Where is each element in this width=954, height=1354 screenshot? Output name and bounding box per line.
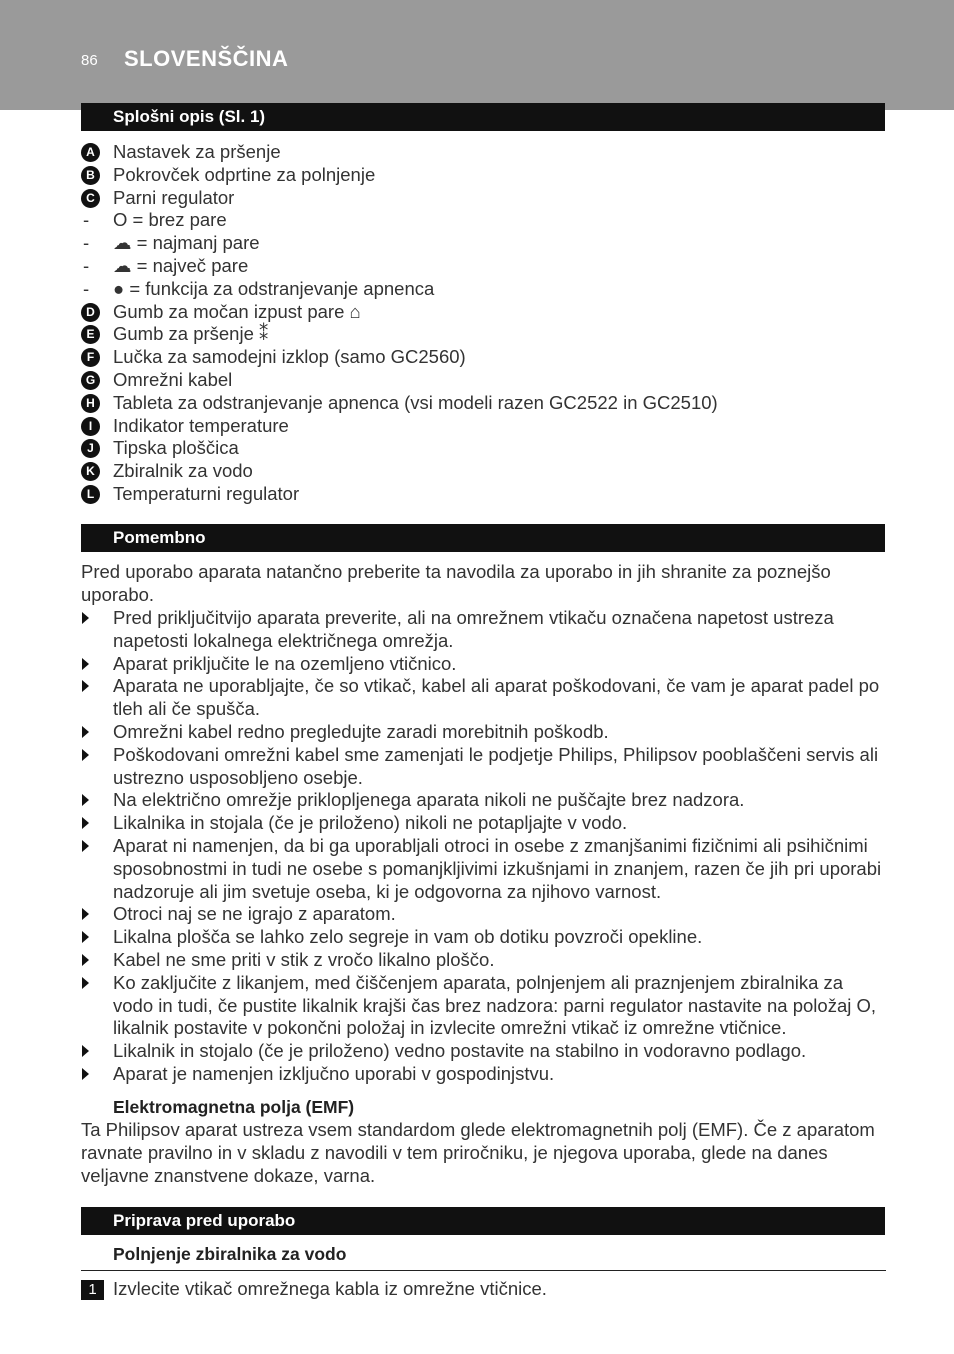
part-badge: H xyxy=(81,394,100,413)
part-badge: E xyxy=(81,325,100,344)
page-number: 86 xyxy=(81,52,98,69)
bullet-text: Ko zaključite z likanjem, med čiščenjem aparata, polnjenjem ali praznjenjem zbiralnika za vodo in tudi, če pustite likalnik krajši čas brez nadzora: parni regulator nastavite na položaj O, likalnik postavite v pokončni položaj in izvlecite omrežni vtikač iz omrežne vtičnice. xyxy=(113,971,877,1039)
bullet-marker-icon xyxy=(82,840,89,852)
bullet-text: Likalnik in stojalo (če je priloženo) vedno postavite na stabilno in vodoravno podlago. xyxy=(113,1040,807,1062)
bullet-item xyxy=(81,926,887,949)
bullet-text: Aparata ne uporabljajte, če so vtikač, kabel ali aparat poškodovani, če vam je aparat padel po tleh ali če spušča. xyxy=(113,675,880,720)
step-text: Izvlecite vtikač omrežnega kabla iz omrežne vtičnice. xyxy=(113,1278,547,1299)
bullet-text: Otroci naj se ne igrajo z aparatom. xyxy=(113,903,396,925)
part-badge: F xyxy=(81,348,100,367)
fill-tank-heading: Polnjenje zbiralnika za vodo xyxy=(113,1244,347,1264)
part-item xyxy=(81,369,891,392)
part-label: Omrežni kabel xyxy=(113,368,233,390)
bullet-text: Aparat je namenjen izključno uporabi v gospodinjstvu. xyxy=(113,1062,555,1084)
max-steam-icon: ☁ xyxy=(113,254,132,276)
bullet-marker-icon xyxy=(82,954,89,966)
language-title: SLOVENŠČINA xyxy=(124,46,289,71)
setting-label: = funkcija za odstranjevanje apnenca xyxy=(124,277,435,299)
part-label: Gumb za močan izpust pare xyxy=(113,300,345,322)
section-general-description: Splošni opis (Sl. 1) xyxy=(81,103,885,131)
part-badge: K xyxy=(81,462,100,481)
part-label: Parni regulator xyxy=(113,186,235,208)
safety-bullets xyxy=(81,607,887,1086)
part-item xyxy=(81,301,891,324)
bullet-text: Omrežni kabel redno pregledujte zaradi morebitnih poškodb. xyxy=(113,720,609,742)
steam-setting-item xyxy=(81,255,891,278)
part-badge: L xyxy=(81,485,100,504)
part-badge: A xyxy=(81,143,100,162)
bullet-item xyxy=(81,653,887,676)
part-item xyxy=(81,460,891,483)
part-badge: C xyxy=(81,189,100,208)
dash: - xyxy=(83,277,90,299)
bullet-text: Likalnika in stojala (če je priloženo) nikoli ne potapljajte v vodo. xyxy=(113,812,628,834)
steam-setting-item xyxy=(81,278,891,301)
steam-setting-item xyxy=(81,232,891,255)
emf-text: Ta Philipsov aparat ustreza vsem standardom glede elektromagnetnih polj (EMF). Če z aparatom ravnate pravilno in v skladu z navodili v tem priročniku, je njegova uporaba, glede na danes veljavne znanstvene dokaze, varna. xyxy=(81,1119,875,1186)
part-item xyxy=(81,164,891,187)
bullet-item xyxy=(81,812,887,835)
section-preparation: Priprava pred uporabo xyxy=(81,1207,885,1235)
part-item xyxy=(81,415,891,438)
dash: - xyxy=(83,254,90,276)
bullet-text: Na električno omrežje priklopljenega aparata nikoli ne puščajte brez nadzora. xyxy=(113,789,745,811)
bullet-text: Kabel ne sme priti v stik z vročo likalno ploščo. xyxy=(113,948,495,970)
bullet-item xyxy=(81,675,887,721)
bullet-marker-icon xyxy=(82,908,89,920)
part-label: Gumb za pršenje xyxy=(113,323,254,345)
parts-list xyxy=(81,141,891,506)
bullet-marker-icon xyxy=(82,931,89,943)
bullet-item xyxy=(81,1063,887,1086)
part-label: Nastavek za pršenje xyxy=(113,141,281,162)
part-label: Tipska ploščica xyxy=(113,437,239,459)
emf-heading: Elektromagnetna polja (EMF) xyxy=(113,1097,355,1117)
part-badge: J xyxy=(81,439,100,458)
part-item xyxy=(81,483,891,506)
part-label: Zbiralnik za vodo xyxy=(113,460,253,482)
bullet-item xyxy=(81,744,887,790)
bullet-text: Pred priključitvijo aparata preverite, ali na omrežnem vtikaču označena napetost ustreza napetosti lokalnega električnega omrežja. xyxy=(113,607,834,651)
section-important: Pomembno xyxy=(81,524,885,552)
part-badge: I xyxy=(81,417,100,436)
bullet-item xyxy=(81,972,887,1040)
bullet-marker-icon xyxy=(82,794,89,806)
bullet-item xyxy=(81,903,887,926)
part-label: Tableta za odstranjevanje apnenca (vsi modeli razen GC2522 in GC2510) xyxy=(113,391,718,413)
bullet-item xyxy=(81,835,887,903)
spray-icon: ⁑ xyxy=(259,323,269,345)
step-number-badge: 1 xyxy=(81,1280,104,1300)
part-item xyxy=(81,346,891,369)
bullet-marker-icon xyxy=(82,658,89,670)
steam-setting-item xyxy=(81,209,891,232)
part-label: Pokrovček odprtine za polnjenje xyxy=(113,163,376,185)
shot-of-steam-icon: ⌂ xyxy=(349,300,361,322)
important-intro: Pred uporabo aparata natančno preberite ta navodila za uporabo in jih shranite za poznejšo uporabo. xyxy=(81,561,831,605)
bullet-marker-icon xyxy=(82,680,89,692)
setting-label: = najmanj pare xyxy=(131,232,260,254)
part-label: Lučka za samodejni izklop (samo GC2560) xyxy=(113,346,466,368)
setting-label: = brez pare xyxy=(127,209,227,231)
bullet-marker-icon xyxy=(82,726,89,738)
bullet-marker-icon xyxy=(82,1068,89,1080)
part-item xyxy=(81,323,891,346)
bullet-text: Likalna plošča se lahko zelo segreje in vam ob dotiku povzroči opekline. xyxy=(113,926,703,948)
divider xyxy=(81,1270,886,1271)
part-item xyxy=(81,141,891,164)
bullet-text: Poškodovani omrežni kabel sme zamenjati le podjetje Philips, Philipsov pooblaščeni servis ali ustrezno usposobljeno osebje. xyxy=(113,743,879,788)
part-badge: G xyxy=(81,371,100,390)
dash: - xyxy=(83,232,90,254)
part-badge: D xyxy=(81,303,100,322)
bullet-marker-icon xyxy=(82,1045,89,1057)
bullet-item xyxy=(81,789,887,812)
bullet-marker-icon xyxy=(82,977,89,989)
no-steam-icon: O xyxy=(113,209,128,231)
bullet-marker-icon xyxy=(82,612,89,624)
part-label: Indikator temperature xyxy=(113,414,289,436)
dash: - xyxy=(83,209,90,231)
setting-label: = največ pare xyxy=(131,254,249,276)
bullet-item xyxy=(81,1040,887,1063)
bullet-text: Aparat priključite le na ozemljeno vtičnico. xyxy=(113,652,457,674)
part-item xyxy=(81,437,891,460)
calc-clean-icon: ● xyxy=(113,277,125,299)
part-item xyxy=(81,392,891,415)
part-badge: B xyxy=(81,166,100,185)
part-item xyxy=(81,187,891,210)
bullet-item xyxy=(81,607,887,653)
bullet-item xyxy=(81,721,887,744)
bullet-text: Aparat ni namenjen, da bi ga uporabljali otroci in osebe z zmanjšanimi fizičnimi ali psihičnimi sposobnostmi in tudi ne osebe s pomanjkljivimi izkušnjami in znanjem, razen če jih pri uporabi nadzoruje ali jim svetuje oseba, ki je odgovorna za njihovo varnost. xyxy=(113,834,882,902)
bullet-marker-icon xyxy=(82,749,89,761)
bullet-item xyxy=(81,949,887,972)
min-steam-icon: ☁ xyxy=(113,232,132,254)
part-label: Temperaturni regulator xyxy=(113,482,300,504)
bullet-marker-icon xyxy=(82,817,89,829)
